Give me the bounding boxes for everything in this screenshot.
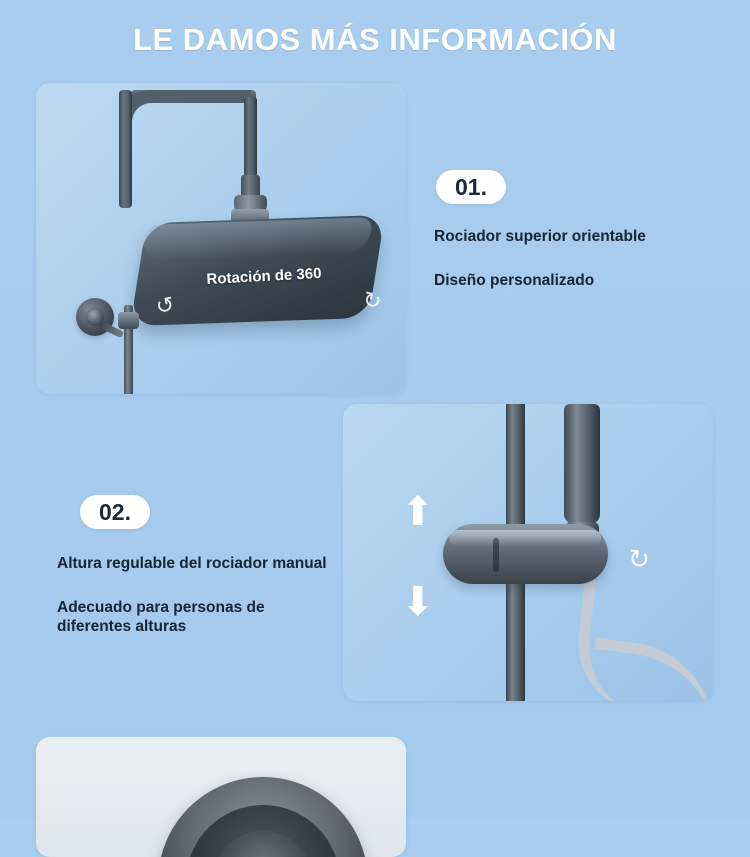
step-badge-02: 02. xyxy=(80,495,150,529)
overhead-rain-shower-photo xyxy=(36,83,406,394)
holder-highlight xyxy=(449,530,601,546)
holder-slot xyxy=(493,538,499,572)
rotate-left-arrow-icon: ↺ xyxy=(153,291,177,320)
step-02-line-1: Altura regulable del rociador manual xyxy=(57,555,327,572)
arrow-up-icon: ⬆ xyxy=(401,490,435,534)
shower-head-closeup-photo xyxy=(36,737,406,857)
page-title: LE DAMOS MÁS INFORMACIÓN xyxy=(133,22,617,57)
arrow-down-icon: ⬇ xyxy=(401,580,435,624)
step-01-line-1: Rociador superior orientable xyxy=(434,228,646,245)
hand-shower-handle xyxy=(564,404,600,524)
step-02-line-2: Adecuado para personas de diferentes alturas xyxy=(57,599,265,635)
rotation-label: Rotación de 360 xyxy=(206,265,322,288)
rotate-arrow-icon: ↻ xyxy=(626,542,652,576)
slide-bar-clamp xyxy=(118,312,139,329)
step-01-line-2: Diseño personalizado xyxy=(434,272,595,289)
shower-arm-elbow xyxy=(119,90,251,130)
shower-riser-pipe xyxy=(119,90,132,208)
step-badge-01: 01. xyxy=(436,170,506,204)
rotate-right-arrow-icon: ↺ xyxy=(360,286,384,315)
sliding-bar-holder-photo xyxy=(343,404,713,701)
shower-arm-dropper xyxy=(244,97,257,177)
